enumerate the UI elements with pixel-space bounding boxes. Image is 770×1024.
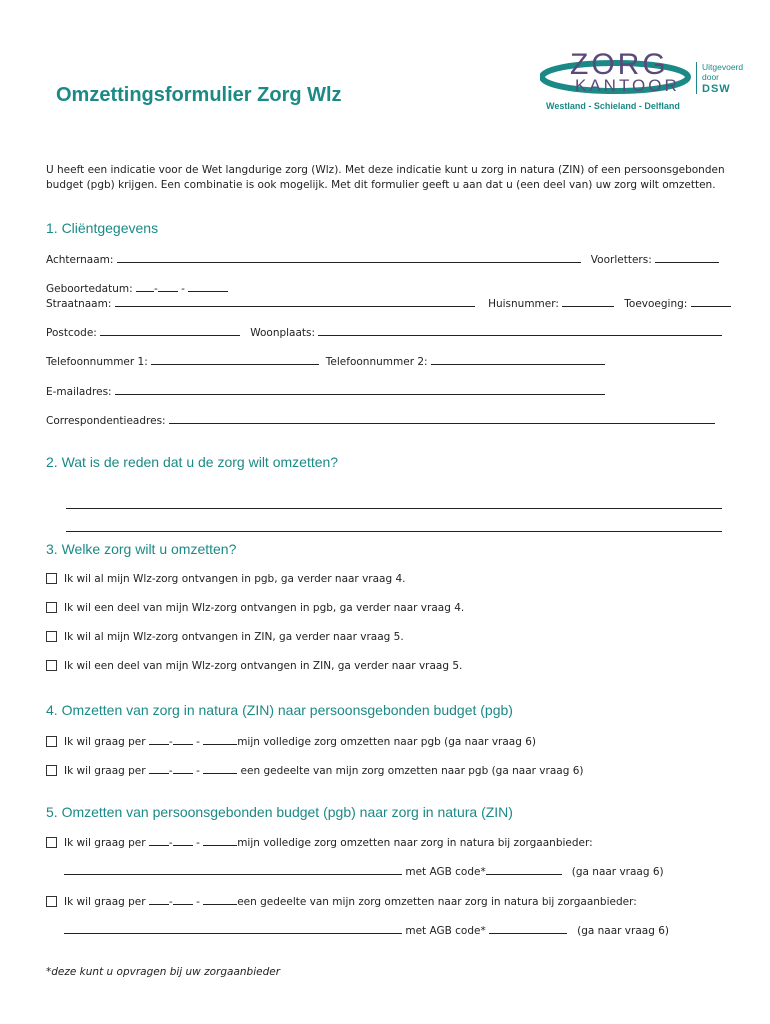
agb-code-field[interactable] [489, 923, 567, 934]
section4-heading: 4. Omzetten van zorg in natura (ZIN) naar persoonsgebonden budget (pgb) [46, 702, 513, 718]
corr-field[interactable] [169, 413, 715, 424]
date-day-field[interactable] [149, 734, 169, 745]
huisnummer-field[interactable] [562, 296, 614, 307]
woonplaats-label: Woonplaats: [250, 327, 316, 339]
huisnummer-label: Huisnummer: [488, 298, 559, 310]
date-sep: - [196, 736, 200, 748]
checkbox[interactable] [46, 660, 57, 671]
checkbox[interactable] [46, 736, 57, 747]
logo-region: Westland - Schieland - Delfland [546, 101, 680, 111]
zorgaanbieder-field[interactable] [64, 923, 402, 934]
zorgkantoor-logo [540, 48, 760, 118]
zorg-option-label: Ik wil een deel van mijn Wlz-zorg ontvangen in ZIN, ga verder naar vraag 5. [64, 660, 463, 672]
option-prefix: Ik wil graag per [64, 837, 146, 849]
corr-label: Correspondentieadres: [46, 415, 166, 427]
pgb-to-zin-option-2[interactable] [46, 894, 637, 908]
agb-label: met AGB code* [405, 866, 486, 878]
option-suffix: een gedeelte van mijn zorg omzetten naar zorg in natura bij zorgaanbieder: [237, 896, 637, 908]
section3-heading: 3. Welke zorg wilt u omzetten? [46, 541, 237, 557]
checkbox[interactable] [46, 631, 57, 642]
footnote: *deze kunt u opvragen bij uw zorgaanbieder [46, 966, 281, 978]
section2-heading: 2. Wat is de reden dat u de zorg wilt omzetten? [46, 454, 339, 470]
date-day-field[interactable] [149, 763, 169, 774]
date-sep: - [196, 765, 200, 777]
geboortedatum-row [46, 281, 228, 295]
date-year-field[interactable] [203, 835, 237, 846]
page-title: Omzettingsformulier Zorg Wlz [56, 84, 342, 106]
achternaam-field[interactable] [117, 252, 581, 263]
straatnaam-field[interactable] [115, 296, 475, 307]
toevoeging-label: Toevoeging: [624, 298, 688, 310]
logo-brand-top: ZORG [570, 48, 669, 81]
birth-month-field[interactable] [158, 281, 178, 292]
zorg-option-4[interactable] [46, 660, 462, 672]
date-day-field[interactable] [149, 835, 169, 846]
option-suffix: een gedeelte van mijn zorg omzetten naar pgb (ga naar vraag 6) [240, 765, 584, 777]
date-sep: - [153, 283, 158, 295]
birth-day-field[interactable] [136, 281, 154, 292]
checkbox[interactable] [46, 602, 57, 613]
date-sep: - [196, 837, 200, 849]
pgb-to-zin-option-1[interactable] [46, 835, 593, 849]
logo-divider [696, 62, 697, 94]
checkbox[interactable] [46, 765, 57, 776]
birth-year-field[interactable] [188, 281, 228, 292]
tel1-field[interactable] [151, 354, 319, 365]
email-label: E-mailadres: [46, 386, 112, 398]
logo-brand-bottom: KANTOOR [575, 76, 680, 95]
zorg-option-label: Ik wil een deel van mijn Wlz-zorg ontvangen in pgb, ga verder naar vraag 4. [64, 602, 465, 614]
reason-line-1[interactable] [66, 508, 722, 509]
next-question: (ga naar vraag 6) [577, 925, 669, 937]
date-sep: - [168, 765, 173, 777]
date-month-field[interactable] [173, 835, 193, 846]
zorgaanbieder-field[interactable] [64, 864, 402, 875]
logo-publisher: DSW [702, 83, 731, 95]
woonplaats-field[interactable] [318, 325, 722, 336]
date-month-field[interactable] [173, 894, 193, 905]
date-sep: - [168, 896, 173, 908]
section5-heading: 5. Omzetten van persoonsgebonden budget (pgb) naar zorg in natura (ZIN) [46, 804, 513, 820]
option-prefix: Ik wil graag per [64, 765, 146, 777]
date-month-field[interactable] [173, 734, 193, 745]
checkbox[interactable] [46, 573, 57, 584]
checkbox[interactable] [46, 837, 57, 848]
option-prefix: Ik wil graag per [64, 896, 146, 908]
date-sep: - [196, 896, 200, 908]
intro-text: U heeft een indicatie voor de Wet langdurige zorg (Wlz). Met deze indicatie kunt u zorg in natura (ZIN) of een persoonsgebonden budget (pgb) krijgen. Een combinatie is ook mogelijk. Met dit formulier geeft u aan dat u (een deel van) uw zorg wilt omzetten. [46, 164, 725, 191]
achternaam-row [46, 252, 719, 266]
zin-to-pgb-option-2[interactable] [46, 763, 583, 777]
option-suffix: mijn volledige zorg omzetten naar pgb (ga naar vraag 6) [237, 736, 537, 748]
voorletters-field[interactable] [655, 252, 719, 263]
voorletters-label: Voorletters: [590, 254, 652, 266]
checkbox[interactable] [46, 896, 57, 907]
option-suffix: mijn volledige zorg omzetten naar zorg in natura bij zorgaanbieder: [237, 837, 593, 849]
straatnaam-label: Straatnaam: [46, 298, 112, 310]
email-row [46, 384, 605, 398]
agb-code-field[interactable] [486, 864, 562, 875]
date-month-field[interactable] [173, 763, 193, 774]
agb-label: met AGB code* [405, 925, 486, 937]
date-sep: - [168, 837, 173, 849]
postcode-field[interactable] [100, 325, 240, 336]
section1-heading: 1. Cliëntgegevens [46, 220, 159, 236]
zorg-option-label: Ik wil al mijn Wlz-zorg ontvangen in pgb, ga verder naar vraag 4. [64, 573, 406, 585]
email-field[interactable] [115, 384, 605, 395]
straat-row [46, 296, 731, 310]
corr-row [46, 413, 715, 427]
zorg-option-3[interactable] [46, 631, 404, 643]
zin-to-pgb-option-1[interactable] [46, 734, 536, 748]
zorg-option-2[interactable] [46, 602, 464, 614]
date-year-field[interactable] [203, 894, 237, 905]
date-sep: - [181, 283, 185, 295]
achternaam-label: Achternaam: [46, 254, 114, 266]
next-question: (ga naar vraag 6) [571, 866, 664, 878]
postcode-label: Postcode: [46, 327, 97, 339]
geboortedatum-label: Geboortedatum: [46, 283, 133, 295]
zorg-option-1[interactable] [46, 573, 406, 585]
tel1-label: Telefoonnummer 1: [46, 356, 148, 368]
date-year-field[interactable] [203, 734, 237, 745]
date-year-field[interactable] [203, 763, 237, 774]
option-prefix: Ik wil graag per [64, 736, 146, 748]
tel2-label: Telefoonnummer 2: [325, 356, 428, 368]
agb-row-2 [64, 923, 669, 937]
agb-row-1 [64, 864, 664, 878]
postcode-row [46, 325, 722, 339]
date-sep: - [168, 736, 173, 748]
logo-published-by: Uitgevoerd door [702, 62, 744, 82]
toevoeging-field[interactable] [691, 296, 731, 307]
tel2-field[interactable] [431, 354, 605, 365]
zorg-option-label: Ik wil al mijn Wlz-zorg ontvangen in ZIN, ga verder naar vraag 5. [64, 631, 404, 643]
date-day-field[interactable] [149, 894, 169, 905]
telefoon-row [46, 354, 605, 368]
reason-line-2[interactable] [66, 531, 722, 532]
